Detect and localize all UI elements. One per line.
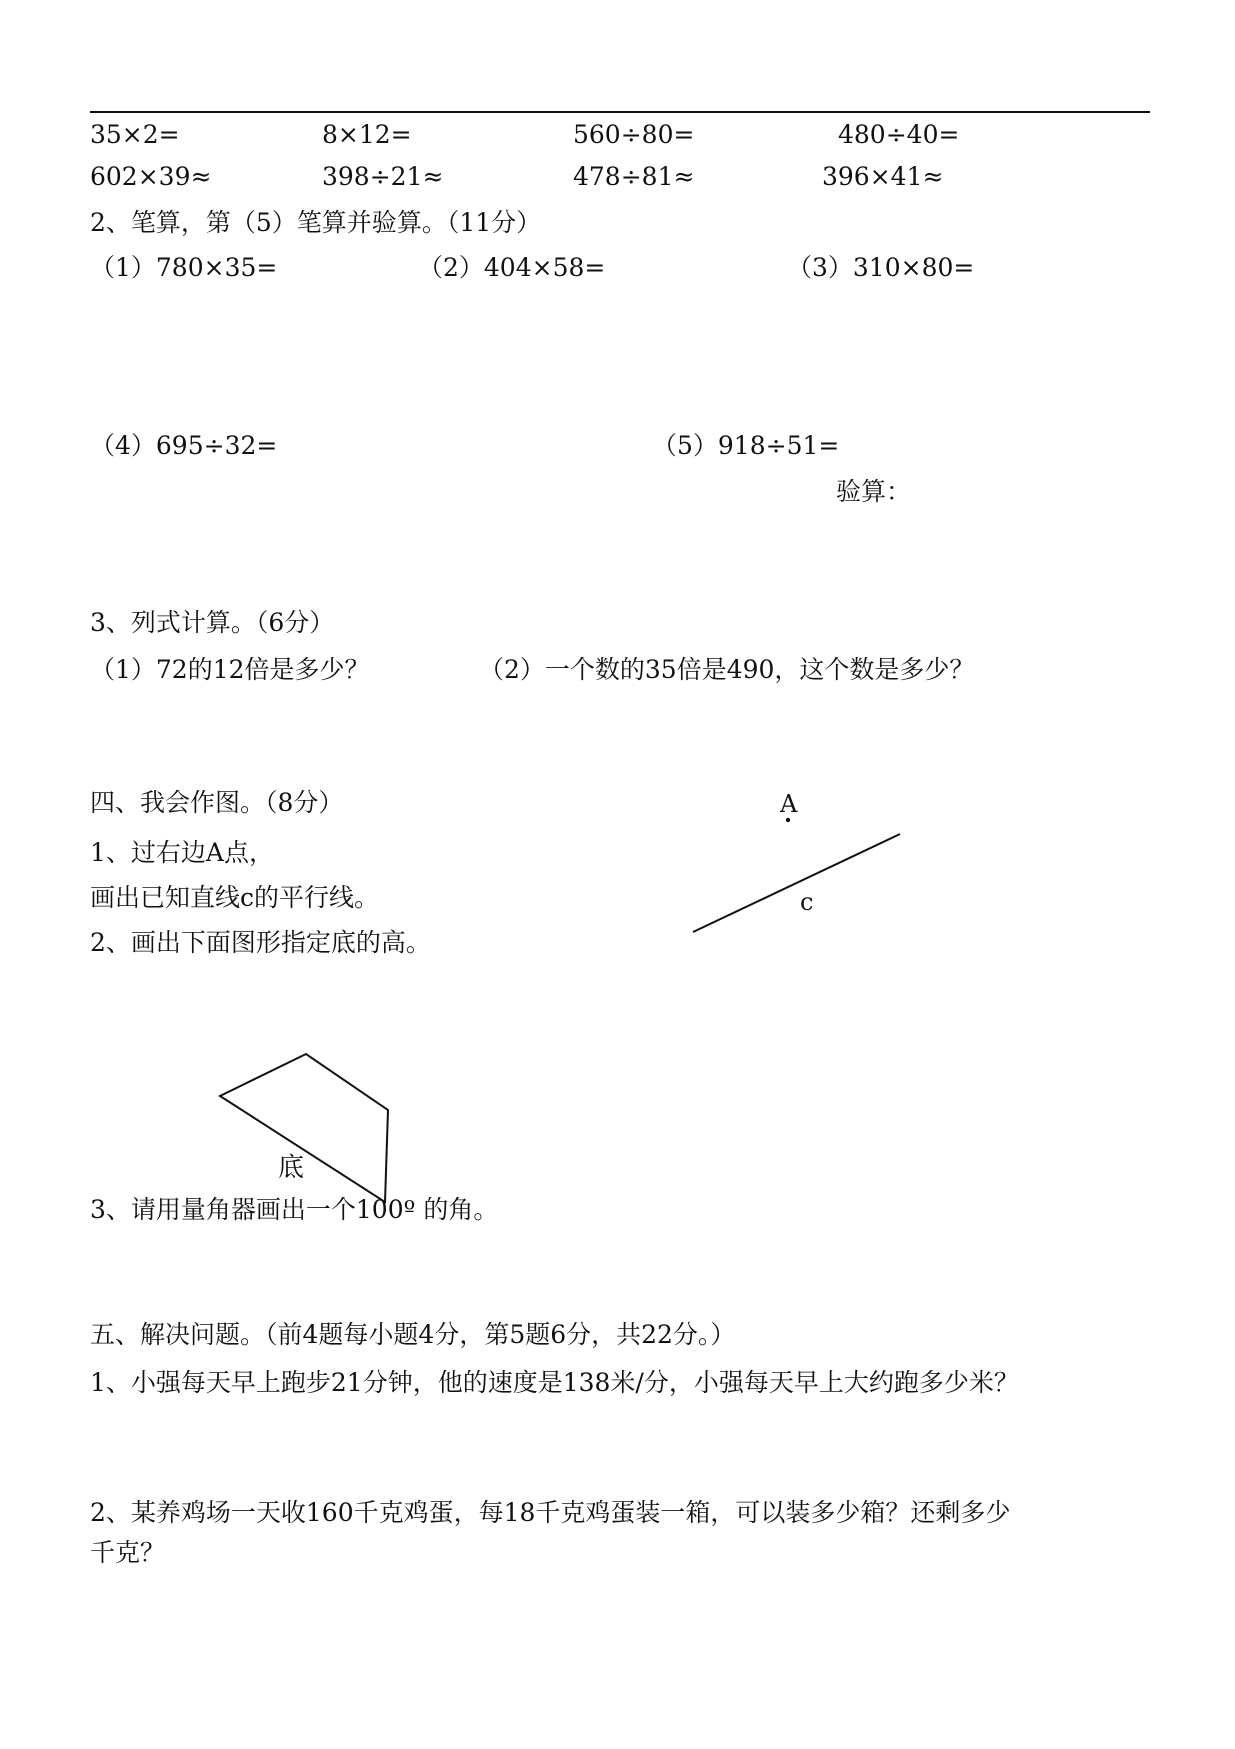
line-c (693, 834, 900, 932)
formula-heading: 3、列式计算。（6分） (90, 608, 335, 637)
written-problem-5: （5）918÷51= (652, 431, 840, 460)
line-c-label: c (800, 888, 814, 916)
oral-item-3: 560÷80= (573, 120, 695, 149)
drawing-item-3: 3、请用量角器画出一个100º 的角。 (90, 1195, 499, 1224)
written-problem-1: （1）780×35= (90, 253, 278, 282)
check-label: 验算： (836, 477, 912, 506)
problem-2-line-2: 千克？ (90, 1538, 166, 1567)
written-problem-2: （2）404×58= (418, 253, 606, 282)
written-problem-4: （4）695÷32= (90, 431, 278, 460)
point-a-label: A (780, 790, 798, 818)
oral-item-7: 478÷81≈ (573, 162, 695, 191)
written-problem-3: （3）310×80= (787, 253, 975, 282)
formula-question-1: （1）72的12倍是多少？ (90, 655, 370, 684)
point-a (786, 818, 790, 822)
problem-1: 1、小强每天早上跑步21分钟，他的速度是138米/分，小强每天早上大约跑多少米？ (90, 1368, 1019, 1397)
drawing-heading: 四、我会作图。（8分） (90, 788, 344, 817)
oral-item-5: 602×39≈ (90, 162, 212, 191)
written-heading: 2、笔算，第（5）笔算并验算。（11分） (90, 208, 542, 237)
oral-item-2: 8×12= (322, 120, 412, 149)
drawing-item-2: 2、画出下面图形指定底的高。 (90, 928, 431, 957)
drawing-item-1-line-2: 画出已知直线c的平行线。 (90, 883, 380, 912)
problems-heading: 五、解决问题。（前4题每小题4分，第5题6分，共22分。） (90, 1320, 736, 1349)
base-label: 底 (278, 1153, 305, 1183)
oral-item-6: 398÷21≈ (322, 162, 444, 191)
problem-2-line-1: 2、某养鸡场一天收160千克鸡蛋，每18千克鸡蛋装一箱，可以装多少箱？还剩多少 (90, 1498, 1011, 1527)
oral-item-4: 480÷40= (838, 120, 960, 149)
formula-question-2: （2）一个数的35倍是490，这个数是多少？ (479, 655, 975, 684)
oral-item-1: 35×2= (90, 120, 180, 149)
oral-item-8: 396×41≈ (822, 162, 944, 191)
drawing-item-1-line-1: 1、过右边A点， (90, 838, 274, 867)
